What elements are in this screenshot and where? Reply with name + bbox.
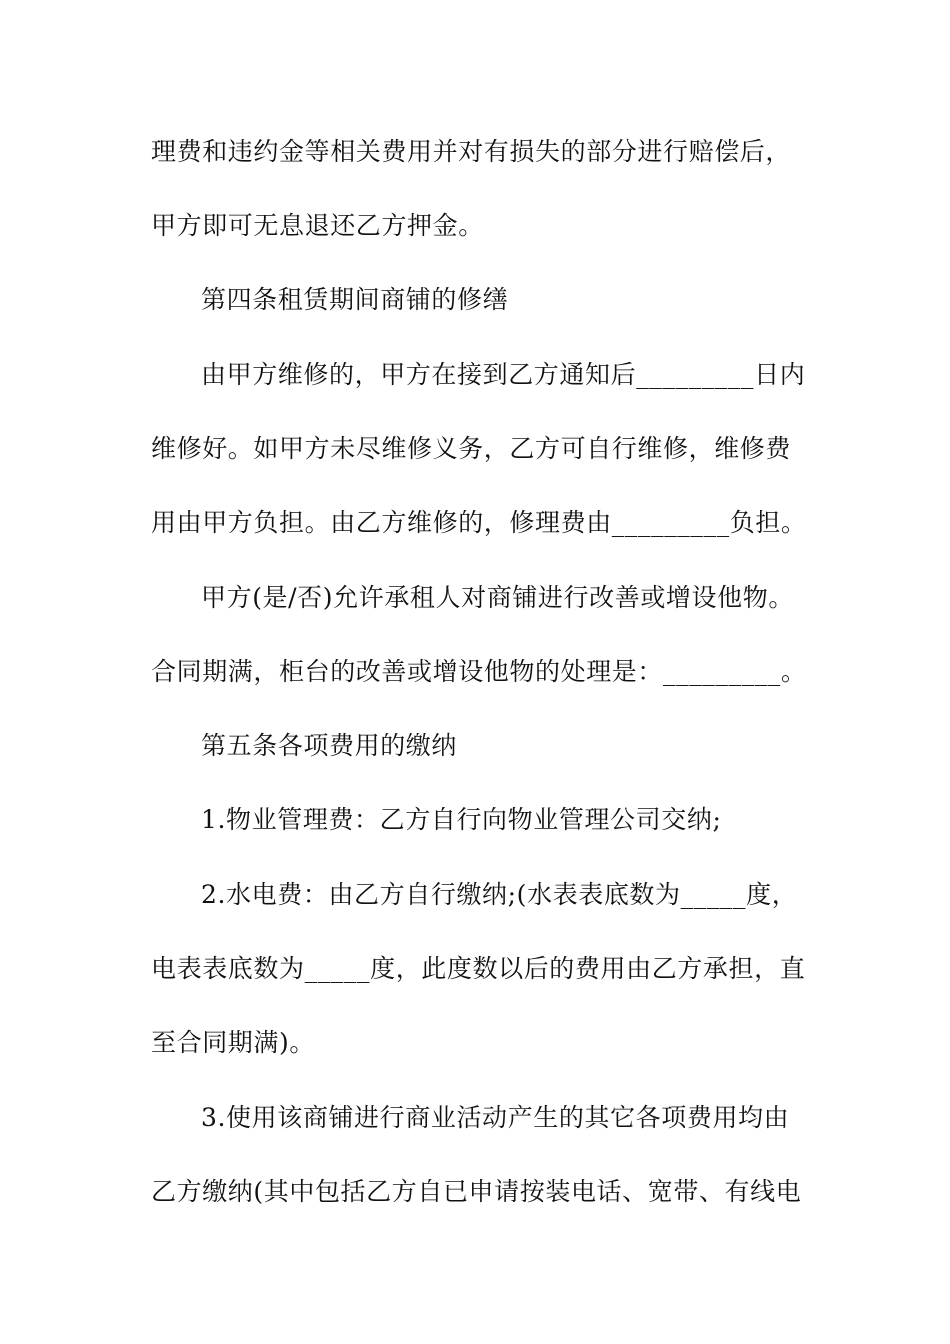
text-line: 至合同期满)。 <box>151 1028 315 1057</box>
section-heading: 第五条各项费用的缴纳 <box>201 731 458 760</box>
list-item: 3.使用该商铺进行商业活动产生的其它各项费用均由 <box>201 1103 790 1132</box>
text-line: 由甲方维修的，甲方在接到乙方通知后_________日内 <box>201 360 806 389</box>
list-item: 2.水电费：由乙方自行缴纳;(水表表底数为_____度， <box>201 880 798 909</box>
text-line: 维修好。如甲方未尽维修义务，乙方可自行维修，维修费 <box>151 434 792 463</box>
text-line: 电表表底数为_____度，此度数以后的费用由乙方承担，直 <box>151 954 806 983</box>
text-line: 甲方即可无息退还乙方押金。 <box>151 211 484 240</box>
list-item: 1.物业管理费：乙方自行向物业管理公司交纳; <box>201 805 722 834</box>
text-line: 合同期满，柜台的改善或增设他物的处理是：_________。 <box>151 657 807 686</box>
section-heading: 第四条租赁期间商铺的修缮 <box>201 285 509 314</box>
text-line: 理费和违约金等相关费用并对有损失的部分进行赔偿后， <box>151 137 792 166</box>
text-line: 乙方缴纳(其中包括乙方自已申请按装电话、宽带、有线电 <box>151 1177 802 1206</box>
text-line: 甲方(是/否)允许承租人对商铺进行改善或增设他物。 <box>201 583 794 612</box>
text-line: 用由甲方负担。由乙方维修的，修理费由_________负担。 <box>151 508 807 537</box>
